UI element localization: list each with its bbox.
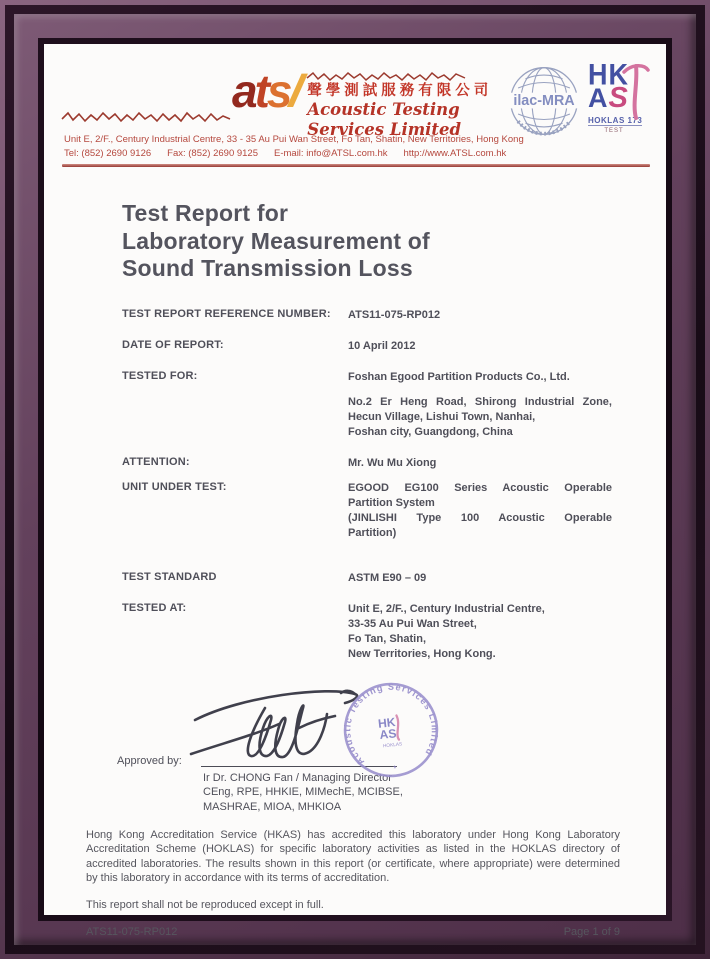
approval-block: [117, 678, 666, 818]
detail-label: TEST STANDARD: [122, 570, 217, 583]
detail-row-reference: [122, 308, 614, 323]
detail-value: [348, 481, 612, 541]
stamp-badge-bottom: AS: [378, 725, 398, 742]
stamp-circular-text: Acoustic Testing Services Limited: [342, 681, 440, 767]
detail-value: [348, 339, 612, 354]
approver-qualifications: MASHRAE, MIOA, MHKIOA: [203, 800, 342, 813]
company-stamp: [334, 672, 448, 786]
detail-label: TESTED FOR:: [122, 369, 198, 382]
waveform-zigzag-left-icon: [62, 108, 230, 126]
company-name-chinese: 聲學測試服務有限公司: [307, 83, 493, 99]
detail-value-line: Mr. Wu Mu Xiong: [348, 456, 437, 469]
detail-value-line: ATS11-075-RP012: [348, 308, 441, 321]
reproduction-note: This report shall not be reproduced except in full.: [86, 898, 324, 911]
detail-value-line: Partition System: [348, 496, 435, 509]
hkas-letters-top: HK: [588, 58, 629, 92]
detail-value-line: Foshan Egood Partition Products Co., Ltd.: [348, 370, 570, 383]
detail-value: [348, 370, 612, 385]
detail-label: TESTED AT:: [122, 601, 187, 614]
detail-row-tested-for: [122, 370, 614, 385]
letterhead: [44, 44, 666, 167]
detail-value-line: Unit E, 2/F., Century Industrial Centre,: [348, 602, 545, 615]
detail-value-line: Partition): [348, 526, 397, 539]
detail-value-line: 10 April 2012: [348, 339, 416, 352]
company-name-english: Acoustic Testing Services Limited: [307, 100, 462, 139]
detail-value-line: New Territories, Hong Kong.: [348, 647, 496, 660]
detail-label: TEST REPORT REFERENCE NUMBER:: [122, 307, 331, 320]
waveform-zigzag-right-icon: [307, 70, 465, 83]
detail-label: UNIT UNDER TEST:: [122, 480, 227, 493]
detail-label: DATE OF REPORT:: [122, 338, 224, 351]
stamp-badge-top: HK: [377, 714, 397, 731]
ilac-mra-label: ilac-MRA: [513, 93, 575, 110]
website-url: http://www.ATSL.com.hk: [403, 147, 507, 159]
detail-row-date: [122, 339, 614, 354]
approver-qualifications: CEng, RPE, HHKIE, MIMechE, MCIBSE,: [203, 786, 403, 798]
atsl-logo: [232, 62, 507, 140]
detail-label: [122, 395, 348, 440]
detail-row-client-address: [122, 395, 614, 440]
detail-value-line: 33-35 Au Pui Wan Street,: [348, 617, 477, 630]
logo-letter: t: [254, 65, 267, 117]
accreditation-statement: Hong Kong Accreditation Service (HKAS) has accredited this laboratory under Hong Kong Laboratory Accreditation Scheme (HOKLAS) for specific laboratory activities as listed in the HOKLAS directory of accredited laboratories. The results shown in this report (or certificate, where appropriate) were determined by this laboratory in accordance with its terms of accreditation.: [86, 828, 620, 885]
detail-label: ATTENTION:: [122, 455, 190, 468]
report-document: [44, 44, 666, 938]
detail-value-line: No.2 Er Heng Road, Shirong Industrial Zone,: [348, 395, 612, 408]
detail-value: [348, 395, 612, 440]
detail-row-test-standard: [122, 571, 614, 586]
hoklas-test-label: TEST: [604, 128, 624, 134]
report-title-line: Laboratory Measurement of: [122, 227, 430, 254]
approved-by-label: Approved by:: [117, 754, 182, 767]
detail-row-attention: [122, 456, 614, 471]
company-contact-line: [64, 147, 650, 161]
ilac-mra-logo: [507, 64, 581, 138]
logo-letter: l: [283, 65, 306, 117]
phone-number: Tel: (852) 2690 9126: [64, 147, 152, 159]
fax-number: Fax: (852) 2690 9125: [167, 147, 258, 159]
detail-value-line: Fo Tan, Shatin,: [348, 632, 427, 645]
company-address: Unit E, 2/F., Century Industrial Centre, 33 - 35 Au Pui Wan Street, Fo Tan, Shatin, New Territories, Hong Kong: [64, 134, 524, 145]
picture-frame-main: [14, 14, 696, 945]
detail-value-line: EGOOD EG100 Series Acoustic Operable: [348, 481, 612, 494]
detail-value-line: ASTM E90 – 09: [348, 571, 427, 584]
detail-value: [348, 308, 612, 323]
email-address: E-mail: info@ATSL.com.hk: [274, 147, 388, 159]
hkas-brush-stroke-icon: [588, 58, 650, 120]
stamp-star: *: [392, 762, 398, 774]
header-divider: [62, 164, 650, 167]
logo-letter: s: [266, 65, 290, 117]
detail-value: [348, 456, 612, 471]
report-title-line: Sound Transmission Loss: [122, 255, 413, 281]
detail-value-line: (JINLISHI Type 100 Acoustic Operable: [348, 511, 612, 524]
detail-value-line: Hecun Village, Lishui Town, Nanhai,: [348, 410, 536, 423]
detail-value: [348, 602, 612, 662]
footer-reference-number: ATS11-075-RP012: [86, 925, 178, 938]
detail-value-line: Foshan city, Guangdong, China: [348, 425, 513, 438]
hoklas-accreditation-number: HOKLAS 173: [588, 116, 643, 125]
picture-frame-inner-band: [38, 38, 672, 938]
hkas-letters-bottom: AS: [588, 82, 629, 114]
report-title-line: Test Report for: [122, 200, 289, 226]
picture-frame-dark-band: [5, 5, 705, 954]
atsl-wordmark: [232, 62, 306, 140]
page-number: Page 1 of 9: [563, 925, 620, 938]
detail-value: [348, 571, 612, 586]
detail-row-tested-at: [122, 602, 614, 662]
report-title: [122, 200, 666, 283]
stamp-badge-label: HOKLAS: [382, 741, 403, 749]
detail-row-unit-under-test: [122, 481, 614, 541]
logo-letter: a: [232, 65, 255, 117]
approver-name: Ir Dr. CHONG Fan / Managing Director: [203, 771, 392, 784]
hkas-logo: [588, 58, 650, 138]
report-details: [122, 308, 614, 662]
